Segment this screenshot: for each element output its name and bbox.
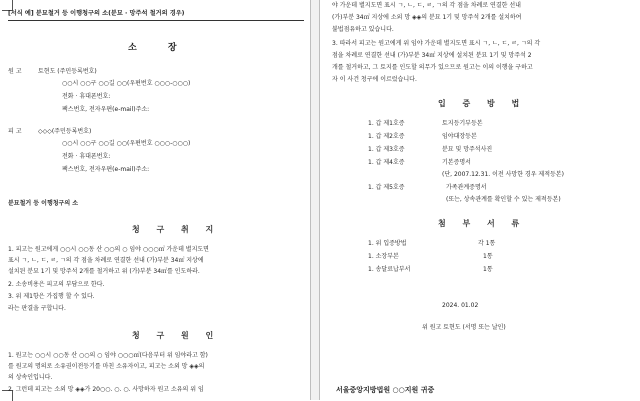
defendant-address: ○○시 ○○구 ○○길 ○○(우편번호 ○○○-○○○) [62, 140, 191, 147]
cause-line: 자 이 사건 청구에 이르렀습니다. [332, 76, 417, 83]
cause-line: 1. 원고는 ○○시 ○○동 산 ○○의 ○ 임야 ○○○㎡(다음부터 위 임야라고 함) [8, 352, 208, 359]
evidence-desc: 분묘 및 망주석사진 [442, 146, 493, 153]
evidence-desc: 토지등기부등본 [442, 120, 483, 127]
evidence-no: 1. 갑 제5호증 [368, 184, 405, 191]
plaintiff-phone: 전화 · 휴대폰번호: [62, 93, 111, 100]
document-title: 소 장 [128, 43, 191, 53]
plaintiff-address: ○○시 ○○구 ○○길 ○○(우편번호 ○○○-○○○) [62, 80, 191, 87]
cause-line: 3. 따라서 피고는 원고에게 위 임야 가운데 별지도면 표시 ㄱ, ㄴ, ㄷ, ㄹ, ㄱ의 각 [332, 40, 541, 47]
filing-date: 2024. 01.02 [442, 302, 479, 309]
cause-title: 청 구 원 인 [132, 331, 221, 340]
cause-line: 점을 차례로 연결한 선내 (가)부분 34㎡ 지상에 설치된 분묘 1기 및 망주석 2 [332, 52, 532, 59]
evidence-no: 1. 갑 제3호증 [368, 146, 405, 153]
case-name: 분묘철거 등 이행청구의 소 [8, 200, 79, 207]
attachment-name: 1. 소장부본 [368, 253, 399, 260]
form-header: [서식 예] 분묘철거 등 이행청구의 소(분묘 · 망주석 철거의 경우) [8, 10, 185, 17]
cause-line: 2. 그런데 피고는 소외 망 ◈◈가 20○○. ○. ○. 사망하자 원고 소유의 위 임 [8, 386, 204, 393]
evidence-note: (단, 2007.12.31. 이전 사망한 경우 제적등본) [442, 171, 564, 178]
cause-line: (가)부분 34㎡ 지상에 소외 망 ◈◈의 분묘 1기 및 망주석 2개를 설치하여 [332, 14, 522, 21]
evidence-desc: 임야대장등본 [442, 133, 477, 140]
court-addressee: 서울중앙지방법원 ○○지원 귀중 [336, 386, 435, 394]
attachment-name: 1. 위 입증방법 [368, 240, 407, 247]
document-page-left [0, 0, 310, 400]
cause-line: 야 가운데 별지도면 표시 ㄱ, ㄴ, ㄷ, ㄹ, ㄱ의 각 점을 차례로 연결한 선내 [332, 2, 521, 9]
claim-line: 2. 소송비용은 피고의 부담으로 한다. [8, 281, 105, 288]
evidence-note: (또는, 상속관계를 확인할 수 있는 제적등본) [446, 196, 561, 203]
attachment-count: 1통 [483, 266, 493, 273]
attachment-count: 1통 [483, 253, 493, 260]
evidence-no: 1. 갑 제4호증 [368, 159, 405, 166]
evidence-no: 1. 갑 제2호증 [368, 133, 405, 140]
page-gutter [310, 0, 320, 400]
evidence-no: 1. 갑 제1호증 [368, 120, 405, 127]
cause-line: 개를 철거하고, 그 토지를 인도할 의무가 있으므로 원고는 이의 이행을 구하고 [332, 64, 533, 71]
defendant-label: 피 고 [8, 128, 22, 135]
claim-line: 1. 피고는 원고에게 ○○시 ○○동 산 ○○의 ○ 임야 ○○○㎡ 가운데 별지도면 [8, 246, 209, 253]
plaintiff-name: 토현도 (주민등록번호) [38, 68, 97, 75]
plaintiff-label: 원 고 [8, 68, 22, 75]
cause-line: 불법점유하고 있습니다. [332, 26, 394, 33]
plaintiff-fax: 팩스번호, 전자우편(e-mail)주소: [62, 106, 150, 113]
claim-line: 설치된 분묘 1기 및 망주석 2개를 철거하고 위 (가)부분 34㎡를 인도하라. [8, 268, 200, 275]
claim-line: 표시 ㄱ, ㄴ, ㄷ, ㄹ, ㄱ의 각 점을 차례로 연결한 선내 (가)부분 34㎡ 지상에 [8, 257, 204, 264]
defendant-name: ◇◇◇(주민등록번호) [38, 128, 92, 135]
header-rule [8, 20, 304, 21]
document-page-right [320, 0, 640, 400]
evidence-desc: 가족관계증명서 [446, 184, 487, 191]
attachment-count: 각 1통 [478, 240, 496, 247]
attachment-name: 1. 송달료납부서 [368, 266, 411, 273]
evidence-title: 입 증 방 법 [438, 99, 527, 108]
evidence-desc: 기본증명서 [442, 159, 471, 166]
defendant-phone: 전화 · 휴대폰번호: [62, 153, 111, 160]
cause-line: 의 상속인입니다. [8, 374, 53, 381]
claim-line: 라는 판결을 구합니다. [8, 305, 66, 312]
claim-title: 청 구 취 지 [132, 225, 221, 234]
cause-line: 를 원고의 명의로 소유권이전등기를 마친 소유자이고, 피고는 소외 망 ◈◈의 [8, 363, 205, 370]
plaintiff-signature: 위 원고 토현도 (서명 또는 날인) [422, 324, 506, 331]
attachments-title: 첨 부 서 류 [438, 219, 527, 228]
claim-line: 3. 위 제1항은 가집행 할 수 있다. [8, 293, 95, 300]
defendant-fax: 팩스번호, 전자우편(e-mail)주소: [62, 166, 150, 173]
